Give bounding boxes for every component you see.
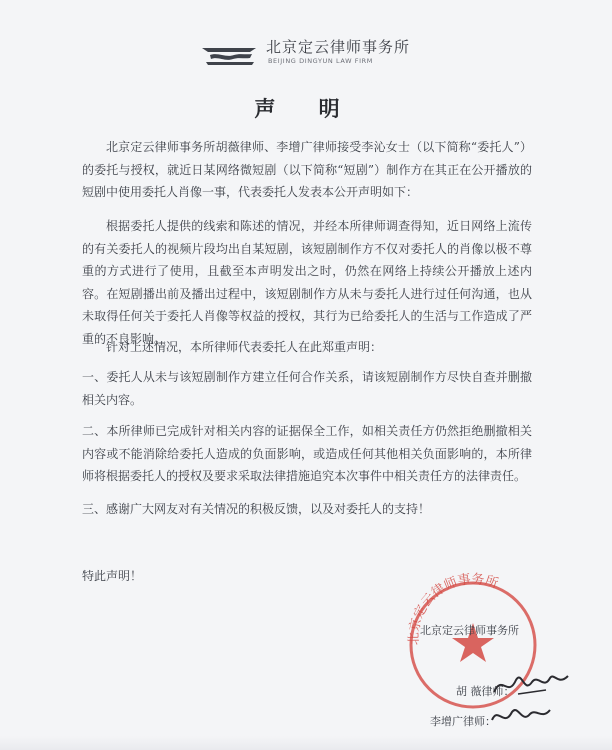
paragraph-item-1: 一、委托人从未与该短剧制作方建立任何合作关系，请该短剧制作方尽快自查并删撤相关内容。 xyxy=(82,370,532,407)
letterhead xyxy=(0,32,612,78)
firm-logo-icon xyxy=(196,40,262,70)
paragraph-item-2: 二、本所律师已完成针对相关内容的证据保全工作，如相关责任方仍然拒绝删撤相关内容或不能消除给委托人造成的负面影响，或造成任何其他相关负面影响的，本所律师将根据委托人的授权及要求采取法律措施追究本次事件中相关责任方的法律责任。 xyxy=(82,424,532,483)
document-title: 声 明 xyxy=(254,96,358,121)
firm-name-en: BEIJING DINGYUN LAW FIRM xyxy=(268,57,373,65)
footer-strip xyxy=(0,736,612,750)
seal-text: 北京定云律师事务所 xyxy=(406,571,500,646)
paragraph-facts: 根据委托人提供的线索和陈述的情况，并经本所律师调查得知，近日网络上流传的有关委托人的视频片段均出自某短剧，该短剧制作方不仅对委托人的肖像以极不尊重的方式进行了使用，且截至本声明发出之时，仍然在网络上持续公开播放上述内容。在短剧播出前及播出过程中，该短剧制作方从未与委托人进行过任何沟通，也从未取得任何关于委托人肖像等权益的授权，其行为已给委托人的生活与工作造成了严重的不良影响。 xyxy=(82,219,532,346)
paragraph-intro: 北京定云律师事务所胡薇律师、李增广律师接受李沁女士（以下简称“委托人”）的委托与授权，就近日某网络微短剧（以下简称“短剧”）制作方在其正在公开播放的短剧中使用委托人肖像一事，代表委托人发表本公开声明如下： xyxy=(82,140,532,199)
signature-lawyer-1: 胡 薇律师： xyxy=(456,685,515,698)
closing-text: 特此声明！ xyxy=(82,569,143,583)
firm-name-cn: 北京定云律师事务所 xyxy=(266,38,411,56)
paragraph-declaration-lead: 针对上述情况，本所律师代表委托人在此郑重声明： xyxy=(106,340,383,354)
signature-lawyer-2: 李增广律师： xyxy=(430,715,496,728)
paragraph-item-3: 三、感谢广大网友对有关情况的积极反馈，以及对委托人的支持！ xyxy=(82,502,431,516)
signature-org: 北京定云律师事务所 xyxy=(420,624,519,637)
